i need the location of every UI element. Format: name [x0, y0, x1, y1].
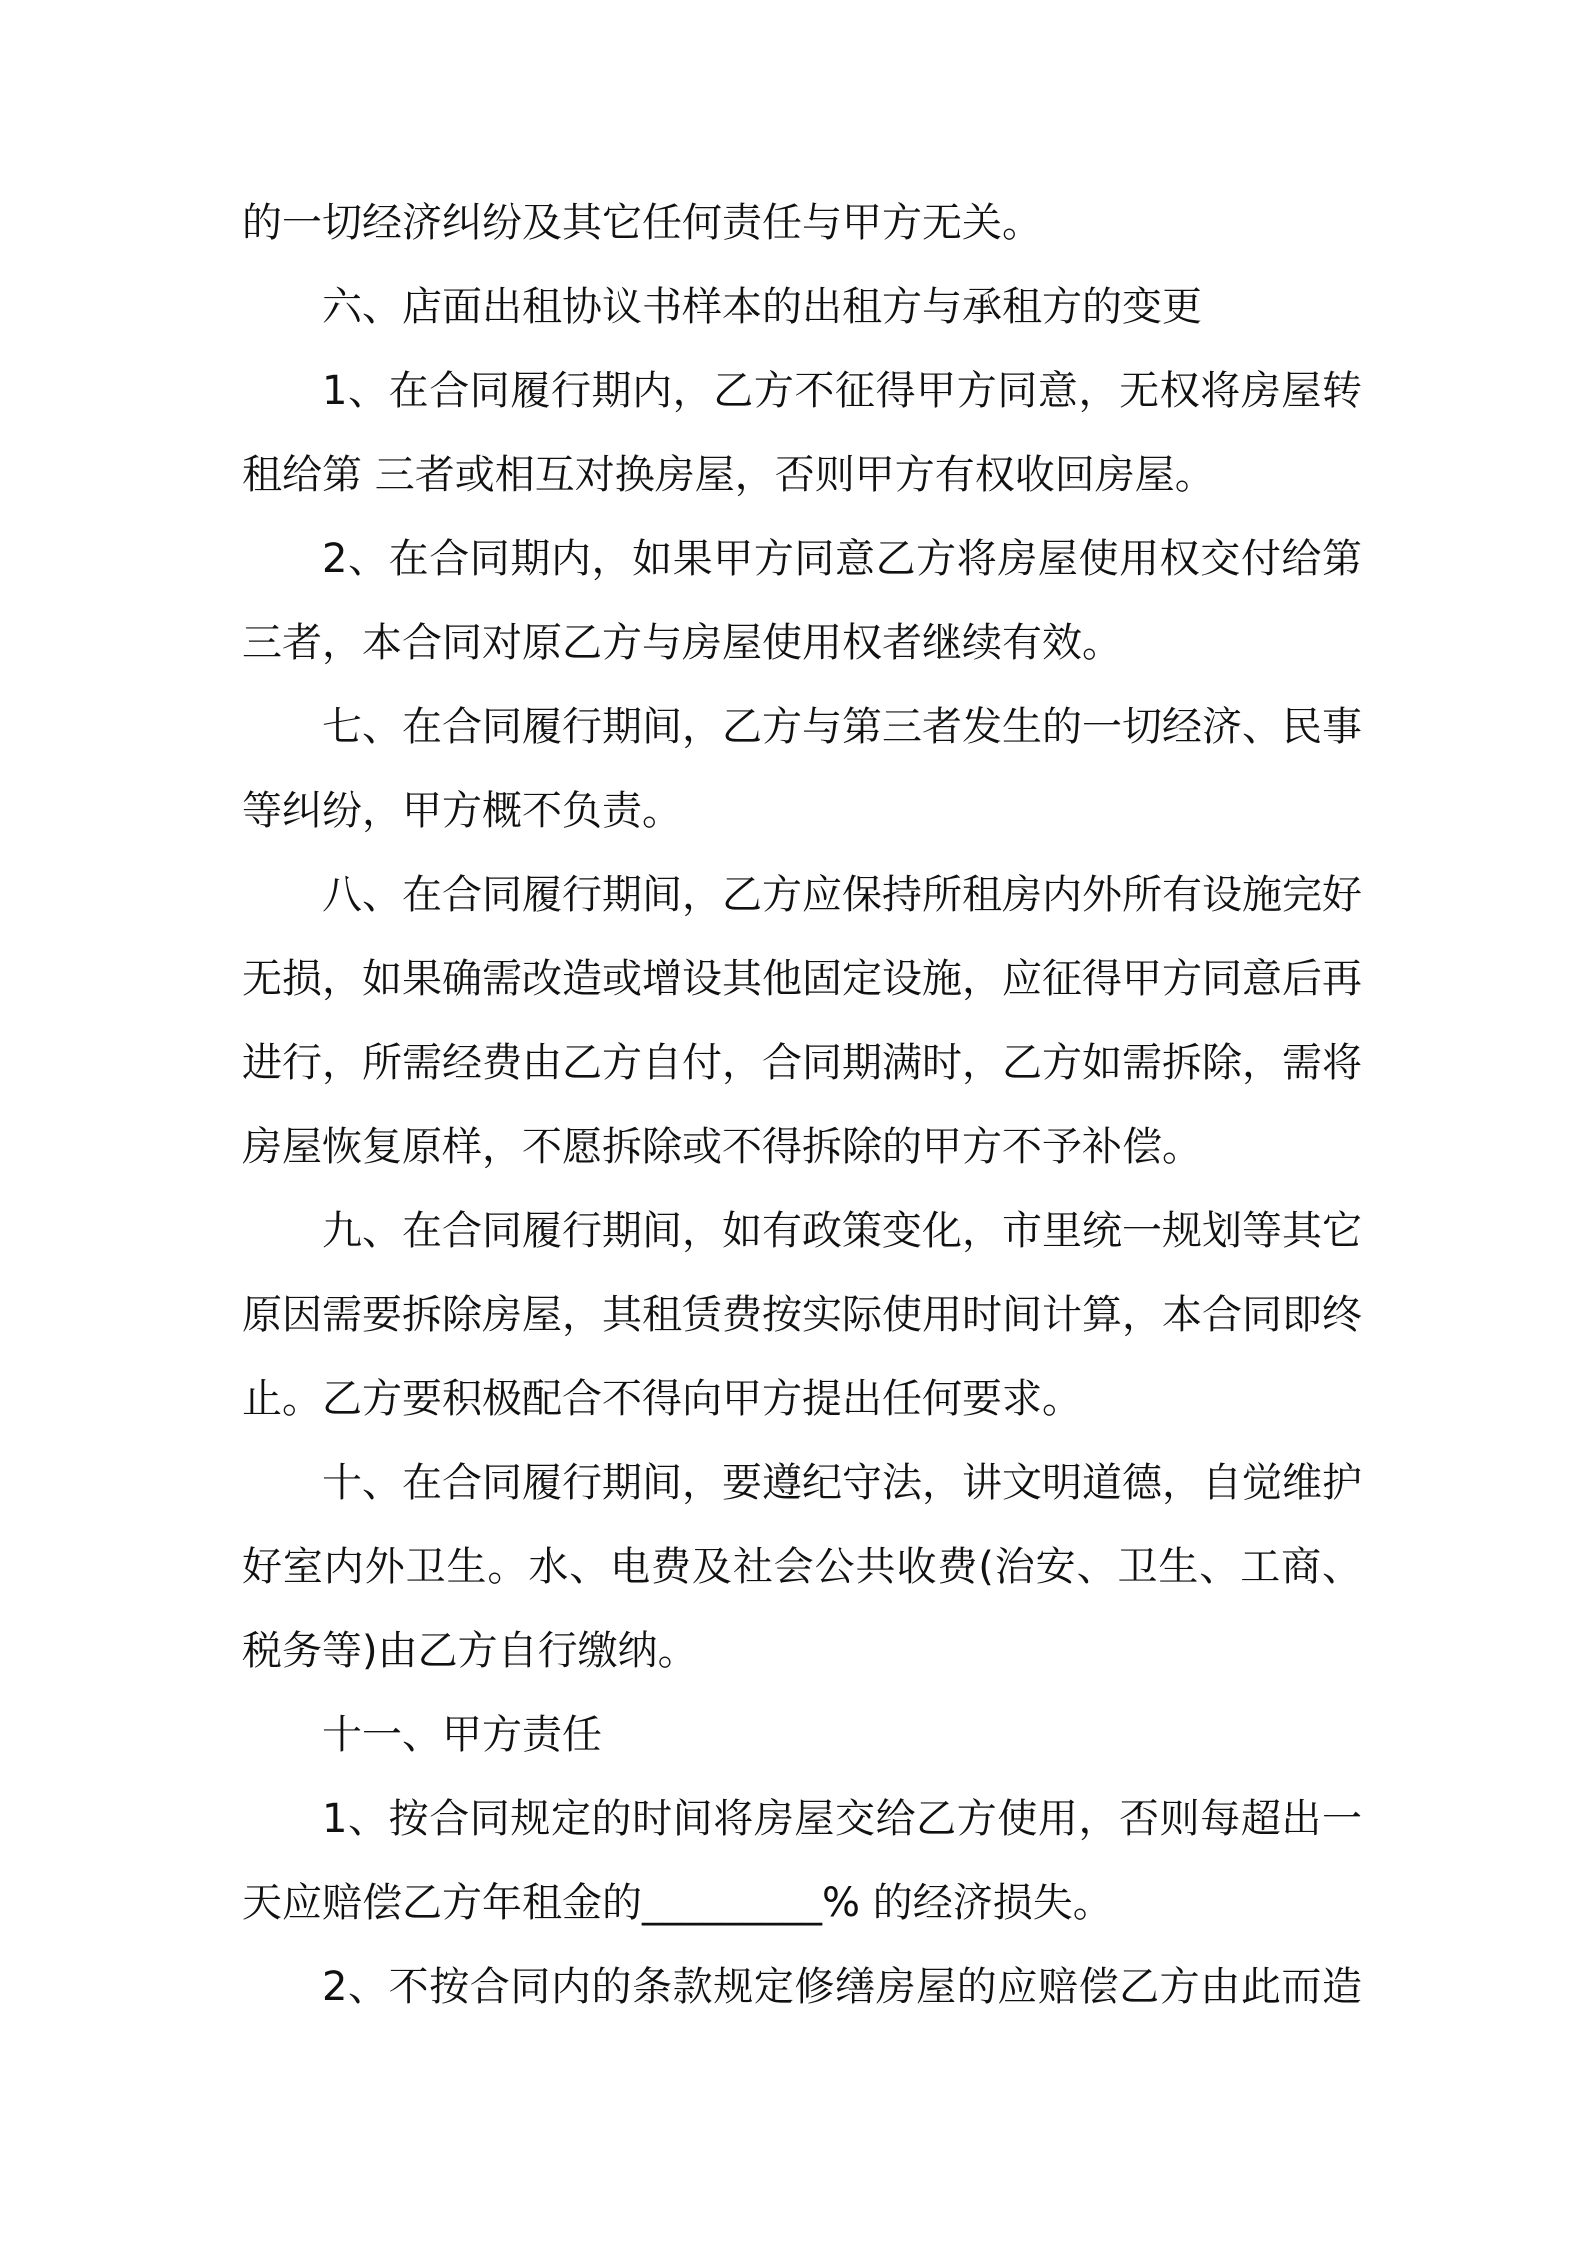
text-line: 无损，如果确需改造或增设其他固定设施，应征得甲方同意后再: [242, 956, 1362, 1002]
text-line: 2、不按合同内的条款规定修缮房屋的应赔偿乙方由此而造: [322, 1964, 1362, 2010]
text-line: 十一、甲方责任: [322, 1712, 602, 1758]
text-line: 原因需要拆除房屋，其租赁费按实际使用时间计算，本合同即终: [242, 1292, 1362, 1338]
text-line: 天应赔偿乙方年租金的_________% 的经济损失。: [242, 1880, 1113, 1926]
text-line: 1、在合同履行期内，乙方不征得甲方同意，无权将房屋转: [322, 368, 1362, 414]
text-line: 好室内外卫生。水、电费及社会公共收费(治安、卫生、工商、: [242, 1544, 1362, 1590]
text-line: 进行，所需经费由乙方自付，合同期满时，乙方如需拆除，需将: [242, 1040, 1362, 1086]
text-line: 止。乙方要积极配合不得向甲方提出任何要求。: [242, 1376, 1082, 1422]
clause-11-item-1: [242, 1777, 1362, 1945]
clause-6-item-2: [242, 517, 1362, 685]
text-line: 六、店面出租协议书样本的出租方与承租方的变更: [322, 284, 1202, 330]
clause-10: [242, 1441, 1362, 1693]
paragraph-continuation: [242, 181, 1362, 265]
text-line: 八、在合同履行期间，乙方应保持所租房内外所有设施完好: [322, 872, 1362, 918]
text-line: 房屋恢复原样，不愿拆除或不得拆除的甲方不予补偿。: [242, 1124, 1202, 1170]
clause-7: [242, 685, 1362, 853]
clause-6-item-1: [242, 349, 1362, 517]
text-line: 税务等)由乙方自行缴纳。: [242, 1628, 698, 1674]
clause-8: [242, 853, 1362, 1189]
text-line: 的一切经济纠纷及其它任何责任与甲方无关。: [242, 200, 1042, 246]
clause-11-heading: [242, 1693, 1362, 1777]
text-line: 2、在合同期内，如果甲方同意乙方将房屋使用权交付给第: [322, 536, 1362, 582]
text-line: 三者，本合同对原乙方与房屋使用权者继续有效。: [242, 620, 1122, 666]
document-body: [242, 181, 1362, 2029]
text-line: 租给第 三者或相互对换房屋，否则甲方有权收回房屋。: [242, 452, 1215, 498]
text-line: 九、在合同履行期间，如有政策变化，市里统一规划等其它: [322, 1208, 1362, 1254]
text-line: 七、在合同履行期间，乙方与第三者发生的一切经济、民事: [322, 704, 1362, 750]
clause-9: [242, 1189, 1362, 1441]
text-line: 十、在合同履行期间，要遵纪守法，讲文明道德，自觉维护: [322, 1460, 1362, 1506]
clause-6-heading: [242, 265, 1362, 349]
text-line: 等纠纷，甲方概不负责。: [242, 788, 682, 834]
text-line: 1、按合同规定的时间将房屋交给乙方使用，否则每超出一: [322, 1796, 1362, 1842]
clause-11-item-2: [242, 1945, 1362, 2029]
